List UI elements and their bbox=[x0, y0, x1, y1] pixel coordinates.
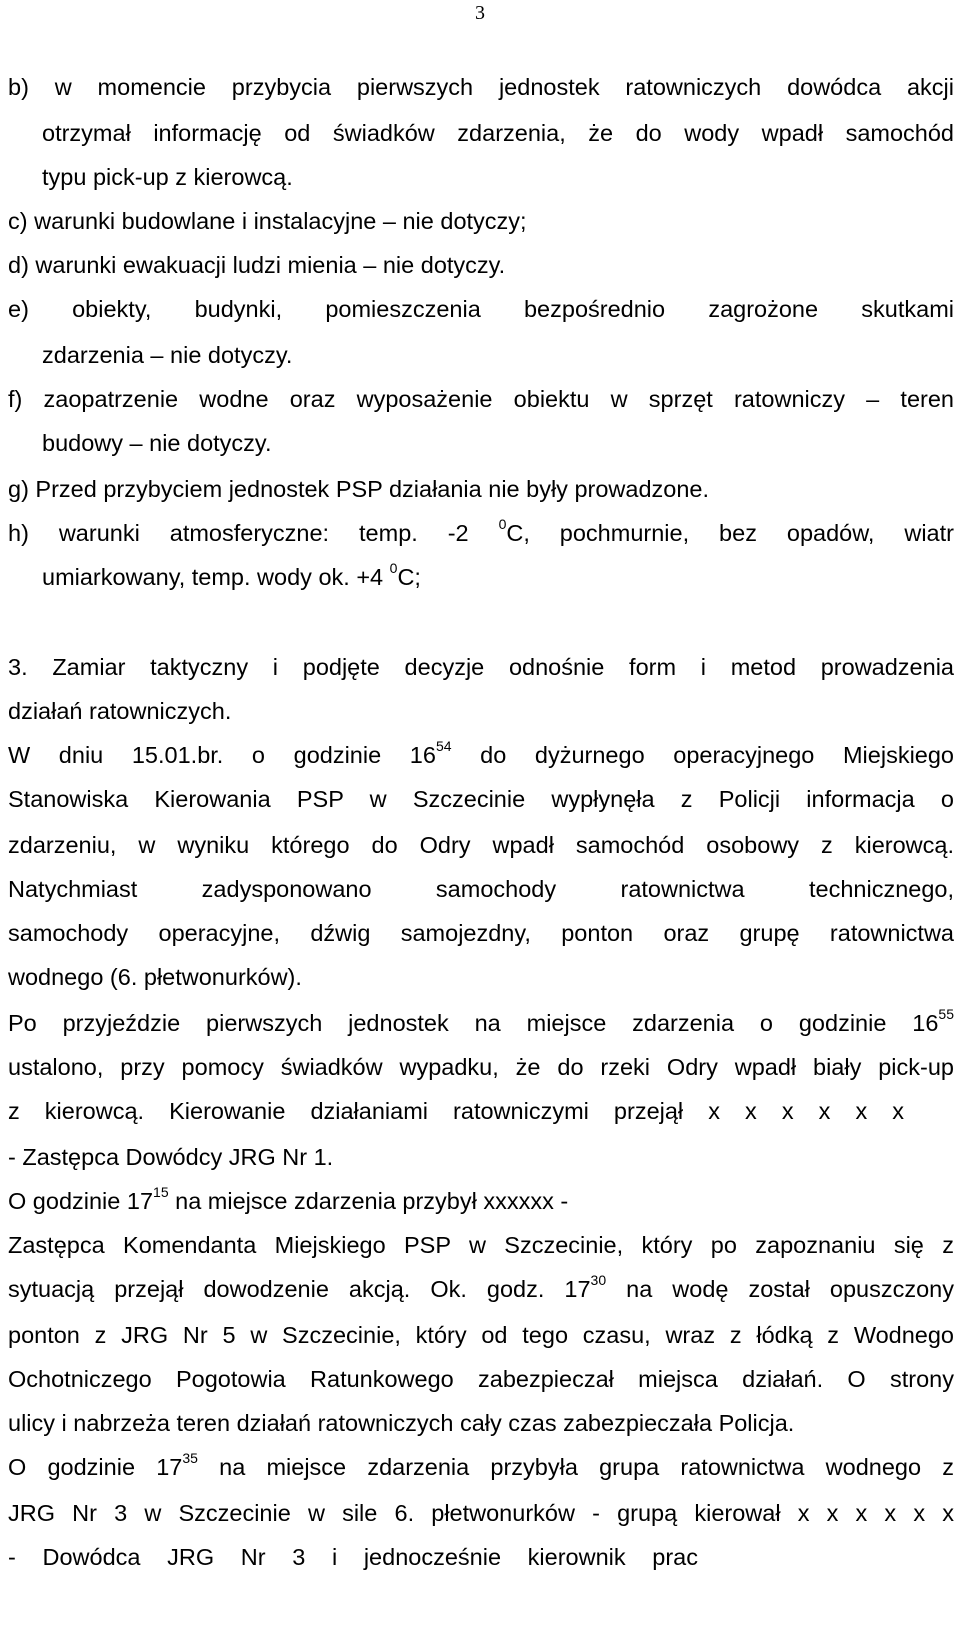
text-line: działań ratowniczych. bbox=[8, 698, 232, 724]
text-line: wodnego (6. płetwonurków). bbox=[8, 964, 302, 990]
text-line: ponton z JRG Nr 5 w Szczecinie, który od tego czasu, wraz z łódką z Wodnego bbox=[8, 1322, 954, 1348]
superscript: 15 bbox=[153, 1184, 169, 1201]
text-segment: h) warunki atmosferyczne: temp. -2 bbox=[8, 520, 499, 546]
text-line: z kierowcą. Kierowanie działaniami ratowniczymi przejął x x x x x x bbox=[8, 1098, 904, 1124]
text-line: JRG Nr 3 w Szczecinie w sile 6. płetwonurków - grupą kierował x x x x x x bbox=[8, 1500, 954, 1526]
text-line bbox=[8, 1186, 568, 1216]
text-line bbox=[8, 1452, 954, 1482]
superscript: 55 bbox=[938, 1006, 954, 1023]
text-segment: W dniu 15.01.br. o godzinie 16 bbox=[8, 742, 436, 768]
superscript: 0 bbox=[389, 560, 398, 577]
text-line: otrzymał informację od świadków zdarzenia, że do wody wpadł samochód bbox=[42, 120, 954, 146]
text-segment: na miejsce zdarzenia przybyła grupa ratownictwa wodnego z bbox=[197, 1454, 954, 1480]
text-line: - Zastępca Dowódcy JRG Nr 1. bbox=[8, 1144, 334, 1170]
text-line: typu pick-up z kierowcą. bbox=[42, 164, 293, 190]
text-line: zdarzenia – nie dotyczy. bbox=[42, 342, 293, 368]
text-line: e) obiekty, budynki, pomieszczenia bezpośrednio zagrożone skutkami bbox=[8, 296, 954, 322]
text-line bbox=[8, 1008, 954, 1038]
text-segment: do dyżurnego operacyjnego Miejskiego bbox=[451, 742, 955, 768]
text-line: f) zaopatrzenie wodne oraz wyposażenie obiektu w sprzęt ratowniczy – teren bbox=[8, 386, 954, 412]
superscript: 35 bbox=[182, 1450, 198, 1467]
text-segment: Po przyjeździe pierwszych jednostek na miejsce zdarzenia o godzinie 16 bbox=[8, 1010, 939, 1036]
text-line: Stanowiska Kierowania PSP w Szczecinie wypłynęła z Policji informacja o bbox=[8, 786, 954, 812]
text-line: Zastępca Komendanta Miejskiego PSP w Szczecinie, który po zapoznaniu się z bbox=[8, 1232, 954, 1258]
text-line bbox=[8, 740, 954, 770]
text-line: d) warunki ewakuacji ludzi mienia – nie dotyczy. bbox=[8, 252, 506, 278]
text-line: b) w momencie przybycia pierwszych jednostek ratowniczych dowódca akcji bbox=[8, 74, 954, 100]
superscript: 0 bbox=[498, 516, 507, 533]
text-line: Ochotniczego Pogotowia Ratunkowego zabezpieczał miejsca działań. O strony bbox=[8, 1366, 954, 1392]
page-number: 3 bbox=[475, 2, 485, 24]
text-segment: C, pochmurnie, bez opadów, wiatr bbox=[506, 520, 954, 546]
text-line: samochody operacyjne, dźwig samojezdny, ponton oraz grupę ratownictwa bbox=[8, 920, 954, 946]
text-line bbox=[8, 1274, 954, 1304]
superscript: 30 bbox=[590, 1272, 607, 1289]
text-line: g) Przed przybyciem jednostek PSP działania nie były prowadzone. bbox=[8, 476, 710, 502]
text-segment: sytuacją przejął dowodzenie akcją. Ok. godz. 17 bbox=[8, 1276, 591, 1302]
text-segment: O godzinie 17 bbox=[8, 1454, 183, 1480]
text-segment: C; bbox=[397, 564, 421, 590]
text-line: budowy – nie dotyczy. bbox=[42, 430, 272, 456]
text-line: ulicy i nabrzeża teren działań ratowniczych cały czas zabezpieczała Policja. bbox=[8, 1410, 795, 1436]
text-segment: na miejsce zdarzenia przybył xxxxxx - bbox=[168, 1188, 569, 1214]
text-line: - Dowódca JRG Nr 3 i jednocześnie kierownik prac bbox=[8, 1544, 698, 1570]
text-segment: O godzinie 17 bbox=[8, 1188, 154, 1214]
text-line bbox=[42, 562, 421, 592]
text-line: zdarzeniu, w wyniku którego do Odry wpadł samochód osobowy z kierowcą. bbox=[8, 832, 954, 858]
text-line: 3. Zamiar taktyczny i podjęte decyzje odnośnie form i metod prowadzenia bbox=[8, 654, 954, 680]
text-line: ustalono, przy pomocy świadków wypadku, że do rzeki Odry wpadł biały pick-up bbox=[8, 1054, 954, 1080]
text-line: c) warunki budowlane i instalacyjne – nie dotyczy; bbox=[8, 208, 527, 234]
superscript: 54 bbox=[435, 738, 452, 755]
text-segment: na wodę został opuszczony bbox=[606, 1276, 954, 1302]
text-segment: umiarkowany, temp. wody ok. +4 bbox=[42, 564, 390, 590]
text-line: Natychmiast zadysponowano samochody ratownictwa technicznego, bbox=[8, 876, 954, 902]
text-line bbox=[8, 518, 954, 548]
